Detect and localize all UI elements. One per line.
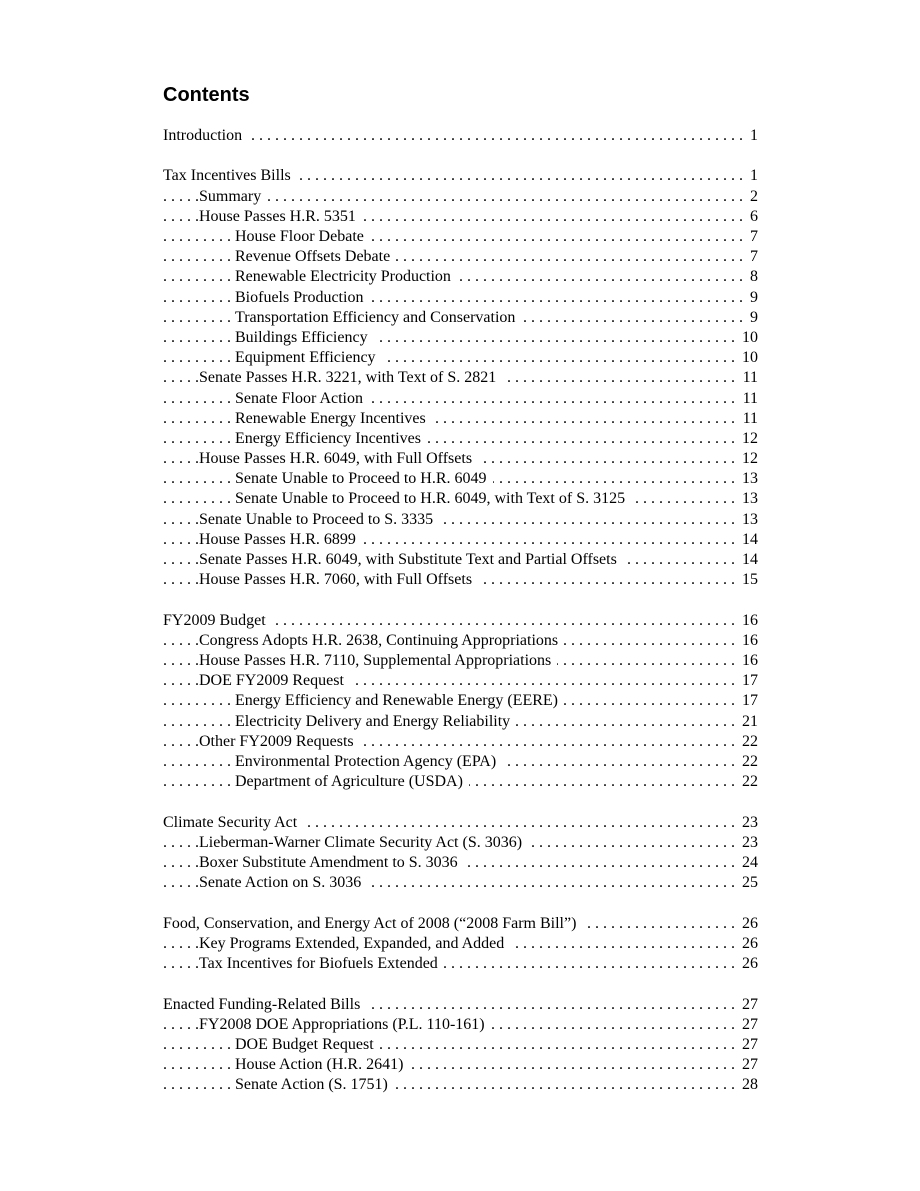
toc-entry-title: Senate Floor Action bbox=[235, 389, 369, 409]
toc-entry-page: 13 bbox=[738, 510, 758, 530]
toc-entry bbox=[163, 631, 758, 651]
toc-entry-page: 27 bbox=[738, 1055, 758, 1075]
toc-entry-page: 23 bbox=[738, 813, 758, 833]
toc-entry bbox=[163, 611, 758, 631]
toc-entry-page: 28 bbox=[738, 1075, 758, 1095]
toc-entry-title: Introduction bbox=[163, 126, 248, 146]
toc-entry bbox=[163, 1055, 758, 1075]
contents-heading: Contents bbox=[163, 84, 250, 106]
toc-entry-page: 14 bbox=[738, 530, 758, 550]
table-of-contents bbox=[163, 126, 758, 1096]
toc-entry-title: Tax Incentives for Biofuels Extended bbox=[199, 954, 444, 974]
toc-entry-title: Equipment Efficiency bbox=[235, 348, 382, 368]
toc-entry bbox=[163, 247, 758, 267]
toc-entry-page: 27 bbox=[738, 1015, 758, 1035]
toc-entry-page: 16 bbox=[738, 631, 758, 651]
toc-entry-title: Senate Passes H.R. 3221, with Text of S. 2821 bbox=[199, 368, 502, 388]
toc-entry bbox=[163, 1015, 758, 1035]
toc-entry-page: 16 bbox=[738, 611, 758, 631]
toc-entry-title: Transportation Efficiency and Conservation bbox=[235, 308, 521, 328]
toc-entry bbox=[163, 166, 758, 186]
toc-entry-title: Renewable Energy Incentives bbox=[235, 409, 432, 429]
toc-entry bbox=[163, 389, 758, 409]
toc-entry-page: 1 bbox=[746, 126, 758, 146]
toc-entry bbox=[163, 712, 758, 732]
toc-entry-title: Electricity Delivery and Energy Reliability bbox=[235, 712, 516, 732]
toc-entry-title: Summary bbox=[199, 187, 267, 207]
toc-entry bbox=[163, 651, 758, 671]
toc-entry bbox=[163, 409, 758, 429]
toc-entry bbox=[163, 227, 758, 247]
toc-entry bbox=[163, 368, 758, 388]
toc-entry-title: Lieberman-Warner Climate Security Act (S. 3036) bbox=[199, 833, 528, 853]
toc-entry-title: House Passes H.R. 6049, with Full Offsets bbox=[199, 449, 478, 469]
toc-entry-title: Tax Incentives Bills bbox=[163, 166, 297, 186]
toc-entry-page: 27 bbox=[738, 995, 758, 1015]
toc-entry-page: 14 bbox=[738, 550, 758, 570]
toc-entry-page: 25 bbox=[738, 873, 758, 893]
toc-entry-title: Senate Unable to Proceed to H.R. 6049, with Text of S. 3125 bbox=[235, 489, 631, 509]
toc-entry-page: 12 bbox=[738, 429, 758, 449]
toc-entry bbox=[163, 934, 758, 954]
toc-entry bbox=[163, 530, 758, 550]
toc-entry-page: 1 bbox=[746, 166, 758, 186]
toc-entry-page: 11 bbox=[739, 409, 758, 429]
toc-entry-title: Energy Efficiency and Renewable Energy (EERE) bbox=[235, 691, 564, 711]
toc-entry-page: 22 bbox=[738, 772, 758, 792]
toc-entry bbox=[163, 570, 758, 590]
toc-entry-title: Boxer Substitute Amendment to S. 3036 bbox=[199, 853, 464, 873]
toc-entry-page: 22 bbox=[738, 752, 758, 772]
toc-entry-title: Food, Conservation, and Energy Act of 2008 (“2008 Farm Bill”) bbox=[163, 914, 582, 934]
toc-entry-title: DOE Budget Request bbox=[235, 1035, 380, 1055]
toc-entry-title: Renewable Electricity Production bbox=[235, 267, 457, 287]
toc-entry-title: House Passes H.R. 5351 bbox=[199, 207, 362, 227]
toc-entry-page: 7 bbox=[746, 247, 758, 267]
toc-entry bbox=[163, 550, 758, 570]
toc-entry-title: Enacted Funding-Related Bills bbox=[163, 995, 366, 1015]
toc-entry bbox=[163, 813, 758, 833]
toc-entry bbox=[163, 1035, 758, 1055]
toc-entry-page: 9 bbox=[746, 308, 758, 328]
toc-entry bbox=[163, 1075, 758, 1095]
toc-entry-page: 13 bbox=[738, 489, 758, 509]
toc-entry bbox=[163, 873, 758, 893]
toc-entry-page: 16 bbox=[738, 651, 758, 671]
toc-entry bbox=[163, 489, 758, 509]
toc-entry-title: Senate Passes H.R. 6049, with Substitute Text and Partial Offsets bbox=[199, 550, 623, 570]
toc-entry bbox=[163, 126, 758, 146]
toc-entry bbox=[163, 429, 758, 449]
toc-entry-page: 9 bbox=[746, 288, 758, 308]
toc-entry bbox=[163, 469, 758, 489]
toc-entry-title: FY2008 DOE Appropriations (P.L. 110-161) bbox=[199, 1015, 491, 1035]
toc-entry-title: Senate Action (S. 1751) bbox=[235, 1075, 394, 1095]
toc-entry-page: 26 bbox=[738, 934, 758, 954]
toc-entry-page: 11 bbox=[739, 389, 758, 409]
toc-entry bbox=[163, 288, 758, 308]
toc-entry-title: Congress Adopts H.R. 2638, Continuing Appropriations bbox=[199, 631, 564, 651]
toc-entry-title: Senate Action on S. 3036 bbox=[199, 873, 367, 893]
toc-entry bbox=[163, 772, 758, 792]
toc-entry-page: 11 bbox=[739, 368, 758, 388]
toc-entry-title: Revenue Offsets Debate bbox=[235, 247, 396, 267]
toc-entry-title: Climate Security Act bbox=[163, 813, 303, 833]
toc-entry bbox=[163, 954, 758, 974]
toc-entry-title: DOE FY2009 Request bbox=[199, 671, 350, 691]
toc-entry-title: Senate Unable to Proceed to H.R. 6049 bbox=[235, 469, 493, 489]
toc-entry bbox=[163, 348, 758, 368]
toc-entry bbox=[163, 995, 758, 1015]
toc-entry-page: 17 bbox=[738, 691, 758, 711]
toc-entry-page: 12 bbox=[738, 449, 758, 469]
toc-entry-page: 2 bbox=[746, 187, 758, 207]
toc-entry-page: 26 bbox=[738, 954, 758, 974]
toc-entry-title: FY2009 Budget bbox=[163, 611, 272, 631]
toc-entry-page: 22 bbox=[738, 732, 758, 752]
toc-entry-page: 10 bbox=[738, 328, 758, 348]
toc-entry-title: House Passes H.R. 6899 bbox=[199, 530, 362, 550]
toc-entry bbox=[163, 732, 758, 752]
toc-entry-title: Energy Efficiency Incentives bbox=[235, 429, 427, 449]
toc-entry-page: 24 bbox=[738, 853, 758, 873]
toc-entry bbox=[163, 914, 758, 934]
toc-entry-page: 17 bbox=[738, 671, 758, 691]
toc-entry-page: 15 bbox=[738, 570, 758, 590]
toc-entry-page: 6 bbox=[746, 207, 758, 227]
toc-entry bbox=[163, 752, 758, 772]
toc-entry-page: 27 bbox=[738, 1035, 758, 1055]
toc-entry-title: Key Programs Extended, Expanded, and Added bbox=[199, 934, 510, 954]
toc-entry bbox=[163, 328, 758, 348]
toc-entry-title: Environmental Protection Agency (EPA) bbox=[235, 752, 502, 772]
toc-entry-title: Senate Unable to Proceed to S. 3335 bbox=[199, 510, 439, 530]
toc-entry bbox=[163, 510, 758, 530]
toc-entry bbox=[163, 449, 758, 469]
toc-entry-page: 7 bbox=[746, 227, 758, 247]
toc-entry bbox=[163, 187, 758, 207]
toc-entry-title: Buildings Efficiency bbox=[235, 328, 374, 348]
toc-entry bbox=[163, 671, 758, 691]
toc-entry-title: House Passes H.R. 7110, Supplemental Appropriations bbox=[199, 651, 557, 671]
toc-entry-title: Other FY2009 Requests bbox=[199, 732, 360, 752]
toc-entry bbox=[163, 833, 758, 853]
toc-entry bbox=[163, 308, 758, 328]
toc-entry-page: 21 bbox=[738, 712, 758, 732]
toc-entry-title: House Passes H.R. 7060, with Full Offsets bbox=[199, 570, 478, 590]
toc-entry-page: 23 bbox=[738, 833, 758, 853]
toc-entry-page: 26 bbox=[738, 914, 758, 934]
toc-entry-title: House Action (H.R. 2641) bbox=[235, 1055, 409, 1075]
toc-entry-title: Biofuels Production bbox=[235, 288, 369, 308]
toc-entry-title: Department of Agriculture (USDA) bbox=[235, 772, 469, 792]
toc-entry-title: House Floor Debate bbox=[235, 227, 370, 247]
toc-entry bbox=[163, 267, 758, 287]
toc-entry-page: 10 bbox=[738, 348, 758, 368]
toc-entry bbox=[163, 207, 758, 227]
toc-entry-page: 8 bbox=[746, 267, 758, 287]
toc-entry bbox=[163, 853, 758, 873]
toc-entry bbox=[163, 691, 758, 711]
toc-entry-page: 13 bbox=[738, 469, 758, 489]
